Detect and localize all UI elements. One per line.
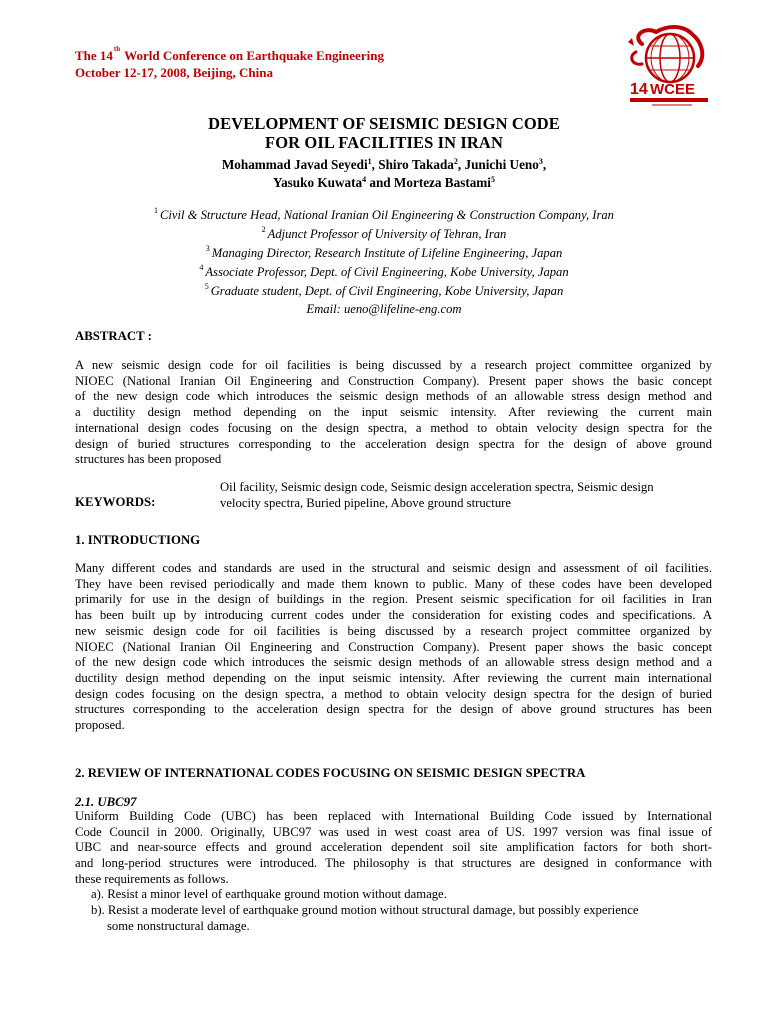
abstract-text <box>75 358 712 468</box>
affiliation <box>0 263 768 282</box>
conference-name: World Conference on Earthquake Engineering <box>124 48 384 63</box>
list-item <box>91 887 712 903</box>
affiliations <box>0 206 768 301</box>
section-1-heading: 1. INTRODUCTIONG <box>75 533 201 547</box>
author-affiliation-mark: 5 <box>490 175 495 184</box>
text-line: proposed. <box>75 718 125 733</box>
conference-title <box>75 45 384 66</box>
text-line: NIOEC (National Iranian Oil Engineering and Construction Company). Present paper shows the basic concept <box>75 639 712 654</box>
logo-number: 14 <box>630 81 648 98</box>
author-affiliation-mark: 3 <box>538 157 543 166</box>
authors-line-1: Mohammad Javad Seyedi$^1$, Shiro Takada$^2$, Junichi Ueno$^3$, <box>221 157 547 172</box>
affiliation-text: Adjunct Professor of University of Tehran, Iran <box>267 227 507 241</box>
abstract-heading: ABSTRACT : <box>75 329 152 343</box>
text-line: Uniform Building Code (UBC) has been replaced with International Building Code issued by International <box>75 809 712 823</box>
author-affiliation-mark: 1 <box>367 157 372 166</box>
affiliation-number: 5 <box>204 282 209 291</box>
authors-line-2 <box>0 174 768 193</box>
text-line: design codes focusing on the design spectra, a method to obtain velocity design spectra for the design of buried <box>75 686 712 701</box>
paper-title-line-1: DEVELOPMENT OF SEISMIC DESIGN CODE <box>208 114 560 133</box>
author-affiliation-mark: 4 <box>362 175 367 184</box>
text-line: and long-period structures were introduced. The philosophy is that structures are designed in conformance with <box>75 856 712 871</box>
text-line: ductility design method depending on the input seismic intensity. After reviewing the current main international <box>75 670 712 685</box>
list-item <box>91 903 712 934</box>
conference-dates: October 12-17, 2008, Beijing, China <box>75 65 274 80</box>
text-line: of the new design code which introduces the seismic design methods of an allowable stress design method and a <box>75 655 712 670</box>
text-line: Oil facility, Seismic design code, Seismic design acceleration spectra, Seismic design <box>220 480 654 494</box>
author-name: Yasuko Kuwata <box>273 175 363 190</box>
logo-text: WCEE <box>650 81 695 98</box>
affiliation-number: 4 <box>199 263 204 272</box>
text-line: velocity spectra, Buried pipeline, Above ground structure <box>220 495 512 510</box>
text-line: They have been revised periodically and made them known to public. Many of these codes have been developed <box>75 576 712 591</box>
subsection-2-1-heading: 2.1. UBC97 <box>75 795 137 809</box>
affiliation <box>0 244 768 263</box>
keywords-label: KEYWORDS: <box>75 495 156 509</box>
author-name: Shiro Takada <box>378 157 454 172</box>
text-line: A new seismic design code for oil facilities is being discussed by a research project committee organized by <box>75 358 712 372</box>
contact-email: Email: ueno@lifeline-eng.com <box>306 302 462 316</box>
conference-ordinal: th <box>113 45 121 53</box>
text-line: design of buried structures corresponding to the acceleration design spectra for the design of above ground <box>75 436 712 451</box>
text-line: these requirements as follows. <box>75 871 229 886</box>
author-name: Mohammad Javad Seyedi <box>221 157 368 172</box>
affiliation-text: Managing Director, Research Institute of Lifeline Engineering, Japan <box>211 246 563 260</box>
affiliation-text: Civil & Structure Head, National Iranian Oil Engineering & Construction Company, Iran <box>160 208 614 222</box>
text-line: a). Resist a minor level of earthquake ground motion without damage. <box>91 887 447 901</box>
affiliation-text: Associate Professor, Dept. of Civil Engineering, Kobe University, Japan <box>205 265 569 279</box>
text-line: Code Council in 2000. Originally, UBC97 was used in west coast area of US. 1997 version was final issue of <box>75 824 712 839</box>
text-line: UBC and near-source effects and ground acceleration dependent soil site amplification factors for both short- <box>75 840 712 855</box>
text-line: international design codes focusing on the design spectra, a method to obtain velocity design spectra for the <box>75 420 712 435</box>
affiliation-number: 3 <box>205 244 210 253</box>
keywords-text <box>220 480 712 511</box>
affiliation-text: Graduate student, Dept. of Civil Engineering, Kobe University, Japan <box>210 284 564 298</box>
paper-title-line-2: FOR OIL FACILITIES IN IRAN <box>265 133 503 152</box>
affiliation <box>0 206 768 225</box>
author-affiliation-mark: 2 <box>453 157 458 166</box>
text-line: new seismic design code for oil facilities is being discussed by a research project committee organized by <box>75 623 712 638</box>
affiliation <box>0 225 768 244</box>
section-1-text <box>75 561 712 734</box>
authors-conjunction: and <box>369 175 391 190</box>
conference-prefix: The 14 <box>75 48 113 63</box>
text-line: primarily for use in the design of buildings in the region. Present seismic specification for oil facilities in Iran <box>75 592 712 607</box>
text-line: of the new design code which introduces the seismic design methods of an allowable stress design method and <box>75 389 712 404</box>
author-name: Morteza Bastami <box>393 175 491 190</box>
affiliation <box>0 282 768 301</box>
affiliation-number: 2 <box>261 225 266 234</box>
text-line: some nonstructural damage. <box>107 918 250 933</box>
text-line: structures has been proposed <box>75 452 222 467</box>
text-line: has been built up by introducing current codes under the consideration for existing codes and specifications. A <box>75 608 712 623</box>
affiliation-number: 1 <box>154 206 159 215</box>
section-2-1-text <box>75 809 712 888</box>
text-line: b). Resist a moderate level of earthquake ground motion without structural damage, but possibly experience <box>91 903 639 917</box>
author-name: Junichi Ueno <box>464 157 539 172</box>
section-2-heading: 2. REVIEW OF INTERNATIONAL CODES FOCUSING ON SEISMIC DESIGN SPECTRA <box>75 766 586 780</box>
text-line: Many different codes and standards are used in the structural and seismic design and assessment of oil facilities. <box>75 561 712 575</box>
text-line: a ductility design method depending on the input seismic intensity. After reviewing the current main <box>75 405 712 420</box>
text-line: structures corresponding to the acceleration design spectra for the design of above ground structures has been <box>75 702 712 717</box>
wcee-logo <box>622 22 712 112</box>
text-line: NIOEC (National Iranian Oil Engineering and Construction Company). Present paper shows the basic concept <box>75 373 712 388</box>
